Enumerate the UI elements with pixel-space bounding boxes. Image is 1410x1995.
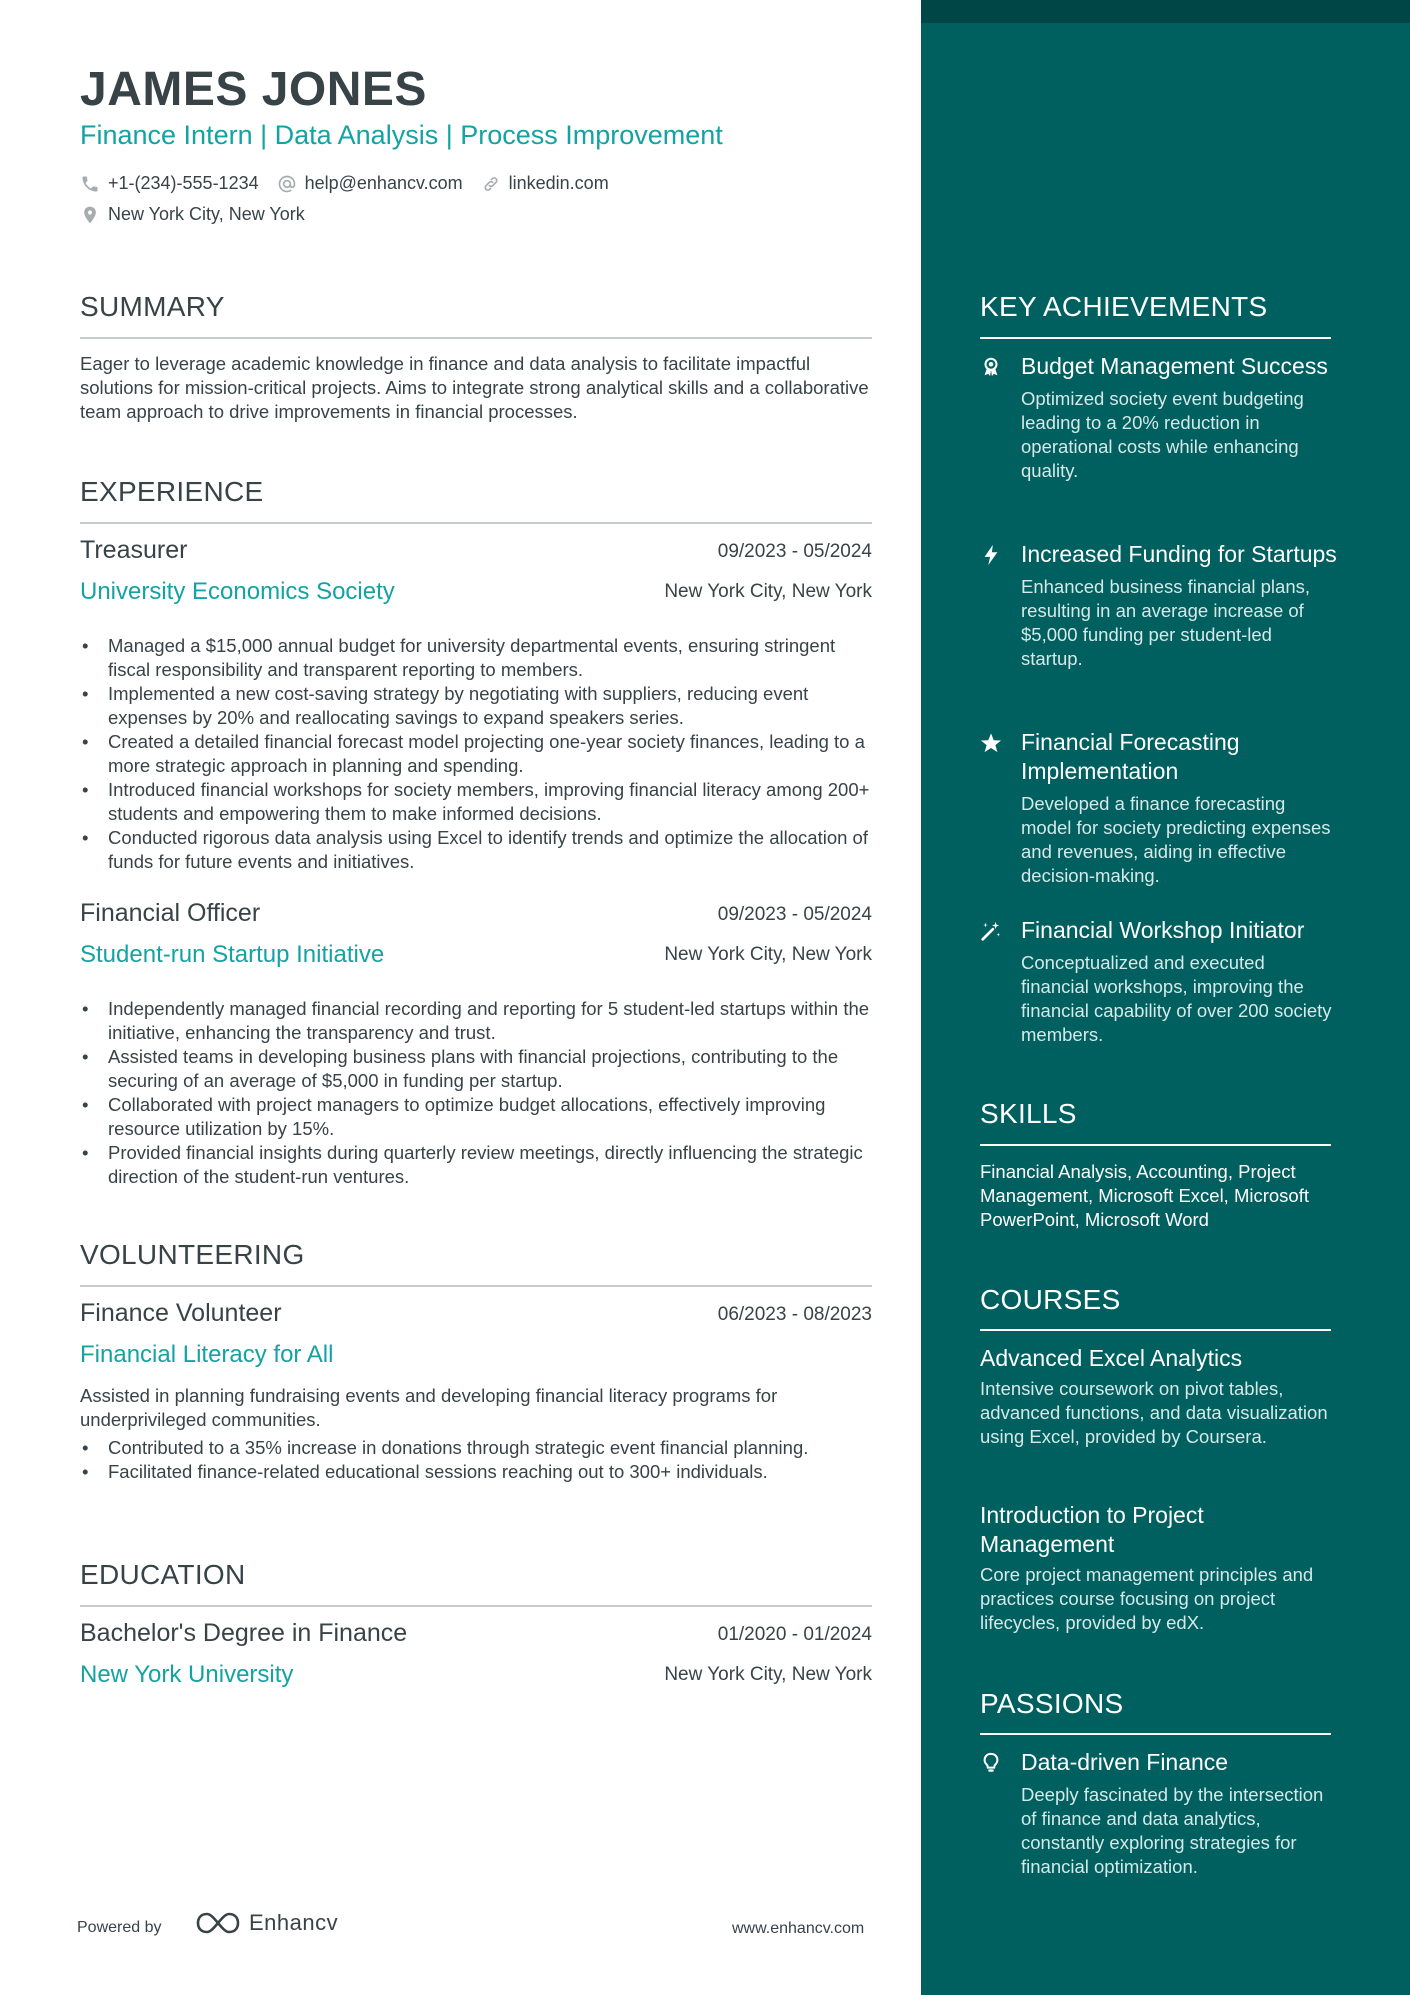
volunteer-bullets [80,1436,872,1484]
achievement-item [980,540,1340,671]
job-dates: 09/2023 - 05/2024 [717,904,872,925]
achievement-desc: Conceptualized and executed financial workshops, improving the financial capability of over 200 society members. [1021,952,1332,1045]
job-organization: Student-run Startup Initiative [80,941,385,968]
location-pin-icon [80,205,100,225]
list-item: • Independently managed financial recording and reporting for 5 student-led startups within the initiative, enhancing the transparency and trust. [80,997,872,1045]
candidate-name: JAMES JONES [80,63,427,116]
courses-title: COURSES [980,1284,1121,1315]
list-item: • Introduced financial workshops for society members, improving financial literacy among 200+ students and empowering them to make informed decisions. [80,778,872,826]
volunteer-description: Assisted in planning fundraising events and developing financial literacy programs for underprivileged communities. [80,1385,778,1430]
achievement-desc: Enhanced business financial plans, resulting in an average increase of $5,000 funding per student-led startup. [1021,576,1310,669]
email-contact[interactable] [277,173,463,194]
achievements-rule [980,337,1331,339]
achievement-desc: Developed a finance forecasting model for society predicting expenses and revenues, aiding in effective decision-making. [1021,793,1331,886]
job-organization: University Economics Society [80,578,395,605]
courses-rule [980,1329,1331,1331]
course-desc: Core project management principles and practices course focusing on project lifecycles, provided by edX. [980,1564,1314,1633]
volunteer-organization: Financial Literacy for All [80,1341,334,1368]
achievement-item [980,728,1340,888]
summary-text: Eager to leverage academic knowledge in finance and data analysis to facilitate impactful solutions for mission-critical projects. Aims to integrate strong analytical skills and a collaborative team approach to drive improvements in financial processes. [80,353,869,422]
linkedin-contact[interactable] [481,173,609,194]
link-icon [481,174,501,194]
summary-title: SUMMARY [80,291,225,322]
job-bullets [80,634,872,874]
achievement-title: Increased Funding for Startups [1021,541,1337,567]
list-item: • Conducted rigorous data analysis using Excel to identify trends and optimize the allocation of funds for future events and initiatives. [80,826,872,874]
phone-contact[interactable] [80,173,259,194]
achievements-title: KEY ACHIEVEMENTS [980,291,1268,322]
list-item: • Provided financial insights during quarterly review meetings, directly influencing the strategic direction of the student-run ventures. [80,1141,872,1189]
bolt-icon [980,544,1002,566]
course-title: Advanced Excel Analytics [980,1345,1243,1371]
location-contact [80,204,305,225]
footer-powered-by: Powered by [77,1919,162,1936]
passion-desc: Deeply fascinated by the intersection of finance and data analytics, constantly exploring strategies for financial optimization. [1021,1784,1324,1877]
education-school: New York University [80,1661,294,1688]
candidate-subtitle: Finance Intern | Data Analysis | Process Improvement [80,120,723,150]
course-item [980,1501,1340,1635]
list-item: • Assisted teams in developing business plans with financial projections, contributing to the securing of an average of $5,000 in funding per startup. [80,1045,872,1093]
list-item: • Implemented a new cost-saving strategy by negotiating with suppliers, reducing event expenses by 20% and reallocating savings to expand speakers series. [80,682,872,730]
achievement-title: Financial Forecasting Implementation [1021,729,1240,784]
experience-title: EXPERIENCE [80,476,264,507]
phone-text: +1-(234)-555-1234 [108,173,259,193]
achievement-item [980,352,1340,483]
passions-title: PASSIONS [980,1688,1124,1719]
job-role: Treasurer [80,536,188,564]
list-item: • Contributed to a 35% increase in donations through strategic event financial planning. [80,1436,872,1460]
experience-rule [80,522,872,524]
job-location: New York City, New York [664,944,872,965]
location-text: New York City, New York [108,204,305,224]
at-sign-icon [277,174,297,194]
volunteer-role: Finance Volunteer [80,1299,282,1327]
skills-rule [980,1144,1331,1146]
passions-rule [980,1733,1331,1735]
star-icon [980,732,1002,754]
education-rule [80,1605,872,1607]
passion-title: Data-driven Finance [1021,1749,1229,1775]
email-text: help@enhancv.com [304,173,463,193]
job-role: Financial Officer [80,899,261,927]
footer-brand: Enhancv [249,1910,339,1935]
job-dates: 09/2023 - 05/2024 [717,541,872,562]
course-desc: Intensive coursework on pivot tables, advanced functions, and data visualization using Excel, provided by Coursera. [980,1378,1328,1447]
achievement-desc: Optimized society event budgeting leading to a 20% reduction in operational costs while enhancing quality. [1021,388,1304,481]
course-title: Introduction to Project Management [980,1502,1204,1557]
award-icon [980,356,1002,378]
volunteering-title: VOLUNTEERING [80,1239,305,1270]
skills-text: Financial Analysis, Accounting, Project Management, Microsoft Excel, Microsoft PowerPoint, Microsoft Word [980,1161,1309,1230]
achievement-title: Budget Management Success [1021,353,1328,379]
footer-url[interactable]: www.enhancv.com [732,1920,865,1937]
linkedin-text: linkedin.com [508,173,609,193]
education-degree: Bachelor's Degree in Finance [80,1619,408,1647]
phone-icon [80,174,100,194]
education-dates: 01/2020 - 01/2024 [717,1624,872,1645]
job-location: New York City, New York [664,581,872,602]
list-item: • Facilitated finance-related educational sessions reaching out to 300+ individuals. [80,1460,872,1484]
skills-title: SKILLS [980,1098,1077,1129]
achievement-item [980,916,1340,1047]
volunteer-dates: 06/2023 - 08/2023 [717,1304,872,1325]
list-item: • Created a detailed financial forecast model projecting one-year society finances, leading to a more strategic approach in planning and spending. [80,730,872,778]
sidebar-top-band [921,0,1410,23]
footer-logo[interactable] [195,1910,338,1936]
job-bullets [80,997,872,1189]
summary-rule [80,337,872,339]
lightbulb-icon [980,1752,1002,1774]
volunteering-rule [80,1285,872,1287]
magic-wand-icon [980,920,1002,942]
achievement-title: Financial Workshop Initiator [1021,917,1305,943]
education-location: New York City, New York [664,1664,872,1685]
list-item: • Managed a $15,000 annual budget for university departmental events, ensuring stringent fiscal responsibility and transparent reporting to members. [80,634,872,682]
sidebar [921,0,1410,1995]
passion-item [980,1748,1340,1879]
contact-row [80,173,627,194]
list-item: • Collaborated with project managers to optimize budget allocations, effectively improving resource utilization by 15%. [80,1093,872,1141]
location-row [80,204,323,225]
education-title: EDUCATION [80,1559,246,1590]
enhancv-logo-icon [195,1910,241,1936]
course-item [980,1344,1340,1449]
